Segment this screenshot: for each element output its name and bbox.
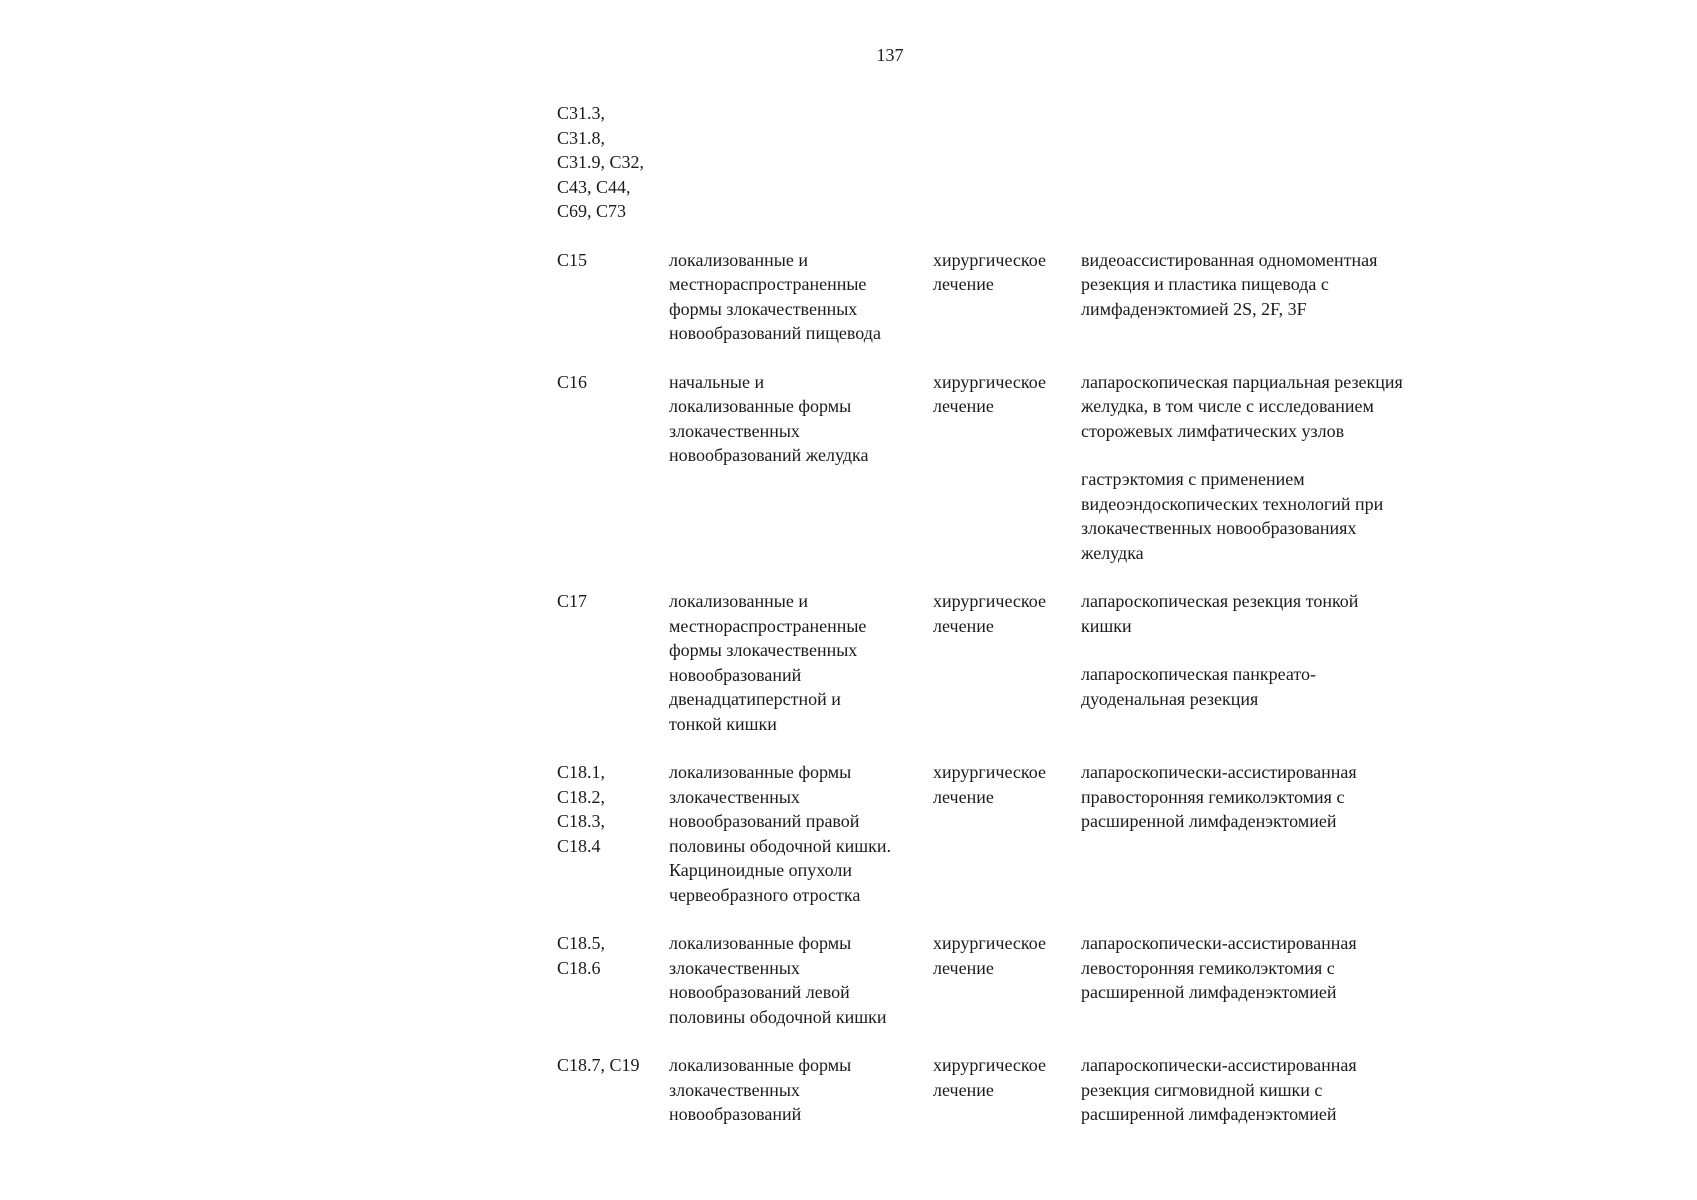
treatment-method: лапароскопическая парциальная резекция желудка, в том числе с исследованием сторожевых лимфатических узлов bbox=[1081, 371, 1403, 441]
treatment-type-cell: хирургическое лечение bbox=[933, 933, 1046, 978]
treatment-method: гастрэктомия с применением видеоэндоскопических технологий при злокачественных новообразованиях желудка bbox=[1081, 469, 1384, 563]
treatment-method: лапароскопическая резекция тонкой кишки bbox=[1081, 591, 1359, 636]
diagnosis-cell: локализованные формы злокачественных новообразований правой половины ободочной кишки. Карциноидные опухоли червеобразного отростка bbox=[669, 762, 892, 905]
diagnosis-cell: начальные и локализованные формы злокачественных новообразований желудка bbox=[669, 371, 869, 465]
treatment-method: видеоассистированная одномоментная резекция и пластика пищевода с лимфаденэктомией 2S, 2F, 3F bbox=[1081, 249, 1378, 319]
treatment-method-cell bbox=[1081, 589, 1461, 760]
page-number: 137 bbox=[876, 45, 904, 65]
treatment-method-cell bbox=[1081, 931, 1461, 1053]
table-row bbox=[557, 589, 1461, 760]
treatment-method-cell bbox=[1081, 370, 1461, 590]
icd-code-cell: C18.1, C18.2, C18.3, C18.4 bbox=[557, 762, 606, 856]
icd-code-cell: C18.5, C18.6 bbox=[557, 933, 606, 978]
treatment-method: лапароскопически-ассистированная правосторонняя гемиколэктомия с расширенной лимфаденэктомией bbox=[1081, 762, 1357, 831]
treatment-method-cell bbox=[1081, 248, 1461, 370]
treatment-table-body bbox=[557, 101, 1461, 1151]
treatment-type-cell: хирургическое лечение bbox=[933, 371, 1046, 416]
treatment-type-cell: хирургическое лечение bbox=[933, 1055, 1046, 1100]
table-row bbox=[557, 101, 1461, 248]
table-row bbox=[557, 760, 1461, 931]
treatment-type-cell: хирургическое лечение bbox=[933, 591, 1046, 636]
treatment-method-cell bbox=[1081, 1053, 1461, 1151]
diagnosis-cell: локализованные и местнораспространенные формы злокачественных новообразований пищевода bbox=[669, 249, 881, 343]
treatment-table bbox=[557, 101, 1461, 1151]
table-row bbox=[557, 248, 1461, 370]
table-row bbox=[557, 1053, 1461, 1151]
table-row bbox=[557, 370, 1461, 590]
icd-code-cell: C18.7, C19 bbox=[557, 1055, 640, 1075]
icd-code-cell: C16 bbox=[557, 371, 588, 392]
treatment-method: лапароскопически-ассистированная левосторонняя гемиколэктомия с расширенной лимфаденэктомией bbox=[1081, 933, 1357, 1002]
diagnosis-cell: локализованные формы злокачественных новообразований bbox=[669, 1055, 852, 1124]
treatment-method: лапароскопическая панкреато- дуоденальная резекция bbox=[1081, 664, 1316, 709]
icd-code-cell: C31.3, C31.8, C31.9, C32, C43, C44, C69, C73 bbox=[557, 103, 645, 221]
treatment-type-cell bbox=[933, 101, 1081, 248]
icd-code-cell: C15 bbox=[557, 249, 588, 270]
treatment-type-cell: хирургическое лечение bbox=[933, 249, 1046, 294]
diagnosis-cell: локализованные и местнораспространенные формы злокачественных новообразований двенадцатиперстной и тонкой кишки bbox=[669, 591, 867, 734]
treatment-method-cell bbox=[1081, 101, 1461, 248]
diagnosis-cell: локализованные формы злокачественных новообразований левой половины ободочной кишки bbox=[669, 933, 887, 1027]
table-row bbox=[557, 931, 1461, 1053]
treatment-type-cell: хирургическое лечение bbox=[933, 762, 1046, 807]
diagnosis-cell bbox=[669, 101, 933, 248]
treatment-method-cell bbox=[1081, 760, 1461, 931]
treatment-method: лапароскопически-ассистированная резекция сигмовидной кишки с расширенной лимфаденэктомией bbox=[1081, 1055, 1357, 1124]
icd-code-cell: C17 bbox=[557, 591, 588, 611]
